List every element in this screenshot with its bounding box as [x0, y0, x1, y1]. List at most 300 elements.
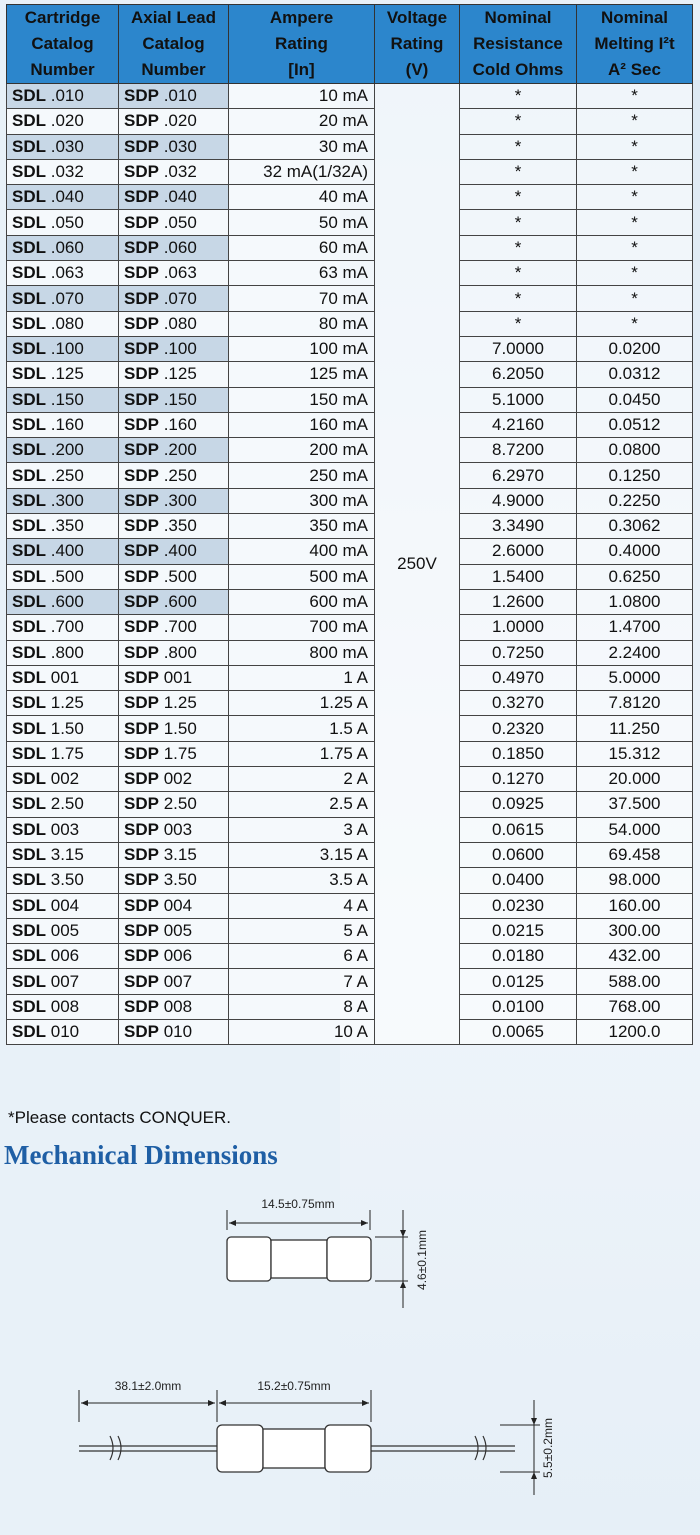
header-voltage-rating: Voltage Rating (V): [375, 5, 460, 84]
table-row: [7, 994, 693, 1019]
cartridge-prefix: SDL: [12, 364, 46, 384]
ampere-rating-cell: 1.5 A: [229, 716, 375, 741]
ampere-rating-cell: 400 mA: [229, 539, 375, 564]
axial-catalog-cell: [119, 463, 229, 488]
nominal-resistance-cell: *: [460, 311, 577, 336]
table-row: [7, 842, 693, 867]
table-row: [7, 84, 693, 109]
axial-catalog-cell: [119, 817, 229, 842]
nominal-resistance-cell: 5.1000: [460, 387, 577, 412]
axial-catalog-cell: [119, 488, 229, 513]
cartridge-prefix: SDL: [12, 693, 46, 713]
header-nominal-resistance: Nominal Resistance Cold Ohms: [460, 5, 577, 84]
axial-prefix: SDP: [124, 920, 159, 940]
table-row: [7, 969, 693, 994]
axial-suffix: 3.15: [163, 845, 197, 865]
cartridge-prefix: SDL: [12, 920, 46, 940]
cartridge-prefix: SDL: [12, 743, 46, 763]
section-title-mechanical-dimensions: Mechanical Dimensions: [4, 1140, 278, 1170]
axial-suffix: .250: [163, 465, 197, 485]
cartridge-catalog-cell: [7, 286, 119, 311]
axial-suffix: .080: [163, 313, 197, 333]
nominal-resistance-cell: 6.2050: [460, 362, 577, 387]
cartridge-suffix: .080: [50, 313, 84, 333]
axial-prefix: SDP: [124, 718, 159, 738]
table-row: [7, 109, 693, 134]
cartridge-catalog-cell: [7, 792, 119, 817]
nominal-melting-cell: 1.4700: [577, 615, 693, 640]
axial-catalog-cell: [119, 665, 229, 690]
ampere-rating-cell: 800 mA: [229, 640, 375, 665]
table-row: [7, 514, 693, 539]
cartridge-prefix: SDL: [12, 971, 46, 991]
cartridge-suffix: .150: [50, 389, 84, 409]
axial-lead-fuse-drawing: [79, 1379, 555, 1495]
cartridge-catalog-cell: [7, 514, 119, 539]
cartridge-prefix: SDL: [12, 212, 46, 232]
nominal-resistance-cell: 0.1270: [460, 767, 577, 792]
table-row: [7, 868, 693, 893]
ampere-rating-cell: 8 A: [229, 994, 375, 1019]
cartridge-catalog-cell: [7, 438, 119, 463]
axial-suffix: .020: [163, 111, 197, 131]
axial-prefix: SDP: [124, 86, 159, 106]
cartridge-catalog-cell: [7, 311, 119, 336]
table-row: [7, 438, 693, 463]
cartridge-suffix: .100: [50, 339, 84, 359]
axial-catalog-cell: [119, 412, 229, 437]
table-row: [7, 1019, 693, 1044]
cartridge-suffix: 001: [50, 667, 80, 687]
axial-catalog-cell: [119, 716, 229, 741]
axial-prefix: SDP: [124, 364, 159, 384]
ampere-rating-cell: 2.5 A: [229, 792, 375, 817]
cartridge-suffix: .010: [50, 86, 84, 106]
cartridge-diameter-label: 4.6±0.1mm: [415, 1230, 429, 1290]
table-row: [7, 463, 693, 488]
cartridge-catalog-cell: [7, 716, 119, 741]
axial-catalog-cell: [119, 261, 229, 286]
axial-prefix: SDP: [124, 971, 159, 991]
cartridge-prefix: SDL: [12, 516, 46, 536]
lead-length-label: 38.1±2.0mm: [114, 1379, 182, 1393]
cartridge-catalog-cell: [7, 185, 119, 210]
cartridge-catalog-cell: [7, 640, 119, 665]
header-ampere-rating: Ampere Rating [In]: [229, 5, 375, 84]
table-row: [7, 589, 693, 614]
nominal-resistance-cell: 0.7250: [460, 640, 577, 665]
axial-suffix: .100: [163, 339, 197, 359]
axial-suffix: .400: [163, 541, 197, 561]
nominal-resistance-cell: 0.0215: [460, 918, 577, 943]
ampere-rating-cell: 7 A: [229, 969, 375, 994]
cartridge-suffix: .030: [50, 136, 84, 156]
axial-prefix: SDP: [124, 1022, 159, 1042]
cartridge-suffix: .020: [50, 111, 84, 131]
cartridge-catalog-cell: [7, 817, 119, 842]
cartridge-suffix: 2.50: [50, 794, 84, 814]
axial-suffix: 005: [163, 920, 193, 940]
nominal-resistance-cell: 0.0400: [460, 868, 577, 893]
cartridge-suffix: 3.15: [50, 845, 84, 865]
nominal-melting-cell: 0.4000: [577, 539, 693, 564]
nominal-melting-cell: *: [577, 210, 693, 235]
table-row: [7, 665, 693, 690]
cartridge-suffix: .050: [50, 212, 84, 232]
cartridge-catalog-cell: [7, 1019, 119, 1044]
axial-catalog-cell: [119, 159, 229, 184]
cartridge-suffix: 005: [50, 920, 80, 940]
axial-prefix: SDP: [124, 743, 159, 763]
axial-catalog-cell: [119, 615, 229, 640]
cartridge-catalog-cell: [7, 362, 119, 387]
cartridge-prefix: SDL: [12, 237, 46, 257]
axial-prefix: SDP: [124, 592, 159, 612]
nominal-melting-cell: 5.0000: [577, 665, 693, 690]
cartridge-suffix: .350: [50, 516, 84, 536]
axial-catalog-cell: [119, 640, 229, 665]
table-row: [7, 185, 693, 210]
axial-suffix: .300: [163, 490, 197, 510]
nominal-melting-cell: 20.000: [577, 767, 693, 792]
nominal-melting-cell: 2.2400: [577, 640, 693, 665]
header-cartridge-catalog: Cartridge Catalog Number: [7, 5, 119, 84]
axial-catalog-cell: [119, 438, 229, 463]
ampere-rating-cell: 80 mA: [229, 311, 375, 336]
table-row: [7, 134, 693, 159]
table-row: [7, 336, 693, 361]
ampere-rating-cell: 3.5 A: [229, 868, 375, 893]
table-row: [7, 159, 693, 184]
table-row: [7, 893, 693, 918]
axial-prefix: SDP: [124, 667, 159, 687]
axial-suffix: 008: [163, 996, 193, 1016]
axial-suffix: .063: [163, 263, 197, 283]
cartridge-prefix: SDL: [12, 111, 46, 131]
nominal-resistance-cell: 6.2970: [460, 463, 577, 488]
axial-catalog-cell: [119, 84, 229, 109]
cartridge-catalog-cell: [7, 767, 119, 792]
axial-suffix: .500: [163, 566, 197, 586]
cartridge-catalog-cell: [7, 463, 119, 488]
table-header-row: [7, 5, 693, 84]
cartridge-suffix: 010: [50, 1022, 80, 1042]
nominal-resistance-cell: 7.0000: [460, 336, 577, 361]
cartridge-catalog-cell: [7, 994, 119, 1019]
axial-catalog-cell: [119, 994, 229, 1019]
axial-suffix: 1.25: [163, 693, 197, 713]
cartridge-catalog-cell: [7, 387, 119, 412]
axial-body-length-label: 15.2±0.75mm: [257, 1379, 331, 1393]
axial-prefix: SDP: [124, 237, 159, 257]
axial-catalog-cell: [119, 109, 229, 134]
ampere-rating-cell: 500 mA: [229, 564, 375, 589]
axial-prefix: SDP: [124, 339, 159, 359]
ampere-rating-cell: 100 mA: [229, 336, 375, 361]
cartridge-suffix: 1.50: [50, 718, 84, 738]
axial-prefix: SDP: [124, 212, 159, 232]
nominal-resistance-cell: 4.2160: [460, 412, 577, 437]
axial-suffix: 2.50: [163, 794, 197, 814]
ampere-rating-cell: 20 mA: [229, 109, 375, 134]
cartridge-prefix: SDL: [12, 490, 46, 510]
cartridge-suffix: .300: [50, 490, 84, 510]
axial-suffix: 001: [163, 667, 193, 687]
cartridge-prefix: SDL: [12, 819, 46, 839]
ampere-rating-cell: 160 mA: [229, 412, 375, 437]
axial-suffix: 003: [163, 819, 193, 839]
ampere-rating-cell: 6 A: [229, 944, 375, 969]
footnote: *Please contacts CONQUER.: [8, 1108, 231, 1127]
cartridge-prefix: SDL: [12, 339, 46, 359]
axial-suffix: .032: [163, 162, 197, 182]
nominal-melting-cell: 98.000: [577, 868, 693, 893]
cartridge-suffix: 007: [50, 971, 80, 991]
axial-catalog-cell: [119, 691, 229, 716]
nominal-melting-cell: *: [577, 286, 693, 311]
axial-diameter-label: 5.5±0.2mm: [541, 1418, 555, 1478]
cartridge-catalog-cell: [7, 842, 119, 867]
axial-suffix: .700: [163, 617, 197, 637]
axial-prefix: SDP: [124, 465, 159, 485]
axial-catalog-cell: [119, 944, 229, 969]
nominal-resistance-cell: 3.3490: [460, 514, 577, 539]
ampere-rating-cell: 3.15 A: [229, 842, 375, 867]
nominal-melting-cell: *: [577, 134, 693, 159]
axial-suffix: 004: [163, 895, 193, 915]
axial-suffix: .800: [163, 642, 197, 662]
axial-prefix: SDP: [124, 415, 159, 434]
axial-suffix: .010: [163, 86, 197, 106]
cartridge-suffix: 004: [50, 895, 80, 915]
cartridge-prefix: SDL: [12, 86, 46, 106]
axial-catalog-cell: [119, 514, 229, 539]
table-row: [7, 539, 693, 564]
nominal-melting-cell: 768.00: [577, 994, 693, 1019]
cartridge-prefix: SDL: [12, 187, 46, 207]
axial-catalog-cell: [119, 311, 229, 336]
cartridge-catalog-cell: [7, 691, 119, 716]
cartridge-prefix: SDL: [12, 996, 46, 1016]
cartridge-catalog-cell: [7, 564, 119, 589]
axial-catalog-cell: [119, 210, 229, 235]
nominal-melting-cell: *: [577, 159, 693, 184]
nominal-melting-cell: 0.0512: [577, 412, 693, 437]
cartridge-catalog-cell: [7, 412, 119, 437]
axial-prefix: SDP: [124, 187, 159, 207]
nominal-resistance-cell: 0.4970: [460, 665, 577, 690]
cartridge-catalog-cell: [7, 235, 119, 260]
axial-prefix: SDP: [124, 870, 159, 890]
nominal-resistance-cell: 0.2320: [460, 716, 577, 741]
axial-catalog-cell: [119, 1019, 229, 1044]
axial-prefix: SDP: [124, 769, 159, 789]
axial-catalog-cell: [119, 792, 229, 817]
cartridge-prefix: SDL: [12, 642, 46, 662]
table-row: [7, 817, 693, 842]
nominal-resistance-cell: 1.2600: [460, 589, 577, 614]
axial-suffix: 006: [163, 946, 193, 966]
nominal-melting-cell: 69.458: [577, 842, 693, 867]
axial-prefix: SDP: [124, 693, 159, 713]
axial-suffix: .060: [163, 237, 197, 257]
cartridge-suffix: .700: [50, 617, 84, 637]
nominal-melting-cell: 7.8120: [577, 691, 693, 716]
nominal-resistance-cell: *: [460, 261, 577, 286]
cartridge-prefix: SDL: [12, 946, 46, 966]
axial-catalog-cell: [119, 589, 229, 614]
nominal-resistance-cell: 0.0615: [460, 817, 577, 842]
nominal-resistance-cell: 2.6000: [460, 539, 577, 564]
axial-prefix: SDP: [124, 617, 159, 637]
cartridge-catalog-cell: [7, 134, 119, 159]
axial-suffix: .070: [163, 288, 197, 308]
cartridge-catalog-cell: [7, 488, 119, 513]
nominal-melting-cell: 0.2250: [577, 488, 693, 513]
header-axial-lead-catalog: Axial Lead Catalog Number: [119, 5, 229, 84]
cartridge-suffix: 3.50: [50, 870, 84, 890]
axial-suffix: .350: [163, 516, 197, 536]
axial-suffix: 010: [163, 1022, 193, 1042]
axial-suffix: 002: [163, 769, 193, 789]
axial-prefix: SDP: [124, 819, 159, 839]
axial-prefix: SDP: [124, 946, 159, 966]
cartridge-prefix: SDL: [12, 566, 46, 586]
nominal-melting-cell: 0.1250: [577, 463, 693, 488]
cartridge-suffix: .500: [50, 566, 84, 586]
table-row: [7, 741, 693, 766]
nominal-melting-cell: 0.0312: [577, 362, 693, 387]
ampere-rating-cell: 125 mA: [229, 362, 375, 387]
axial-catalog-cell: [119, 134, 229, 159]
nominal-resistance-cell: *: [460, 185, 577, 210]
cartridge-suffix: 1.25: [50, 693, 84, 713]
nominal-resistance-cell: 0.0925: [460, 792, 577, 817]
ampere-rating-cell: 32 mA(1/32A): [229, 159, 375, 184]
cartridge-suffix: 006: [50, 946, 80, 966]
cartridge-catalog-cell: [7, 893, 119, 918]
cartridge-prefix: SDL: [12, 313, 46, 333]
axial-suffix: 1.75: [163, 743, 197, 763]
cartridge-prefix: SDL: [12, 617, 46, 637]
axial-catalog-cell: [119, 336, 229, 361]
nominal-melting-cell: 15.312: [577, 741, 693, 766]
axial-catalog-cell: [119, 969, 229, 994]
nominal-resistance-cell: 0.0125: [460, 969, 577, 994]
axial-catalog-cell: [119, 235, 229, 260]
axial-prefix: SDP: [124, 162, 159, 182]
nominal-melting-cell: 1.0800: [577, 589, 693, 614]
cartridge-prefix: SDL: [12, 845, 46, 865]
nominal-melting-cell: 0.3062: [577, 514, 693, 539]
nominal-melting-cell: 0.0450: [577, 387, 693, 412]
cartridge-catalog-cell: [7, 615, 119, 640]
axial-suffix: .125: [163, 364, 197, 384]
ampere-rating-cell: 10 A: [229, 1019, 375, 1044]
cartridge-prefix: SDL: [12, 718, 46, 738]
cartridge-prefix: SDL: [12, 592, 46, 612]
axial-prefix: SDP: [124, 541, 159, 561]
axial-suffix: .030: [163, 136, 197, 156]
axial-catalog-cell: [119, 893, 229, 918]
nominal-melting-cell: 300.00: [577, 918, 693, 943]
axial-prefix: SDP: [124, 996, 159, 1016]
nominal-melting-cell: *: [577, 311, 693, 336]
axial-prefix: SDP: [124, 566, 159, 586]
nominal-melting-cell: 11.250: [577, 716, 693, 741]
cartridge-suffix: .400: [50, 541, 84, 561]
axial-catalog-cell: [119, 564, 229, 589]
nominal-resistance-cell: *: [460, 210, 577, 235]
nominal-melting-cell: *: [577, 109, 693, 134]
cartridge-catalog-cell: [7, 261, 119, 286]
cartridge-suffix: 003: [50, 819, 80, 839]
cartridge-catalog-cell: [7, 868, 119, 893]
axial-catalog-cell: [119, 185, 229, 210]
cartridge-catalog-cell: [7, 665, 119, 690]
axial-prefix: SDP: [124, 642, 159, 662]
nominal-melting-cell: 0.0800: [577, 438, 693, 463]
ampere-rating-cell: 150 mA: [229, 387, 375, 412]
nominal-resistance-cell: 0.1850: [460, 741, 577, 766]
cartridge-prefix: SDL: [12, 162, 46, 182]
axial-suffix: .200: [163, 440, 197, 460]
cartridge-length-label: 14.5±0.75mm: [261, 1197, 335, 1211]
cartridge-prefix: SDL: [12, 389, 46, 409]
axial-suffix: .600: [163, 592, 197, 612]
axial-prefix: SDP: [124, 111, 159, 131]
nominal-melting-cell: 0.6250: [577, 564, 693, 589]
table-row: [7, 564, 693, 589]
nominal-resistance-cell: 1.0000: [460, 615, 577, 640]
ampere-rating-cell: 1.25 A: [229, 691, 375, 716]
nominal-resistance-cell: 0.3270: [460, 691, 577, 716]
ampere-rating-cell: 50 mA: [229, 210, 375, 235]
nominal-resistance-cell: *: [460, 84, 577, 109]
cartridge-prefix: SDL: [12, 263, 46, 283]
table-row: [7, 640, 693, 665]
cartridge-fuse-drawing: [227, 1197, 429, 1308]
axial-prefix: SDP: [124, 313, 159, 333]
nominal-resistance-cell: 8.7200: [460, 438, 577, 463]
table-row: [7, 944, 693, 969]
nominal-resistance-cell: 0.0230: [460, 893, 577, 918]
axial-catalog-cell: [119, 918, 229, 943]
cartridge-prefix: SDL: [12, 136, 46, 156]
cartridge-catalog-cell: [7, 589, 119, 614]
table-row: [7, 412, 693, 437]
nominal-resistance-cell: *: [460, 159, 577, 184]
axial-catalog-cell: [119, 286, 229, 311]
cartridge-catalog-cell: [7, 539, 119, 564]
table-row: [7, 792, 693, 817]
voltage-rating-cell: 250V: [375, 84, 460, 1045]
axial-suffix: 007: [163, 971, 193, 991]
cartridge-suffix: .070: [50, 288, 84, 308]
axial-suffix: .050: [163, 212, 197, 232]
cartridge-prefix: SDL: [12, 415, 46, 434]
table-row: [7, 615, 693, 640]
table-row: [7, 716, 693, 741]
cartridge-catalog-cell: [7, 944, 119, 969]
nominal-melting-cell: 588.00: [577, 969, 693, 994]
nominal-melting-cell: *: [577, 84, 693, 109]
table-row: [7, 387, 693, 412]
axial-suffix: .150: [163, 389, 197, 409]
nominal-melting-cell: 54.000: [577, 817, 693, 842]
table-row: [7, 235, 693, 260]
nominal-melting-cell: *: [577, 261, 693, 286]
